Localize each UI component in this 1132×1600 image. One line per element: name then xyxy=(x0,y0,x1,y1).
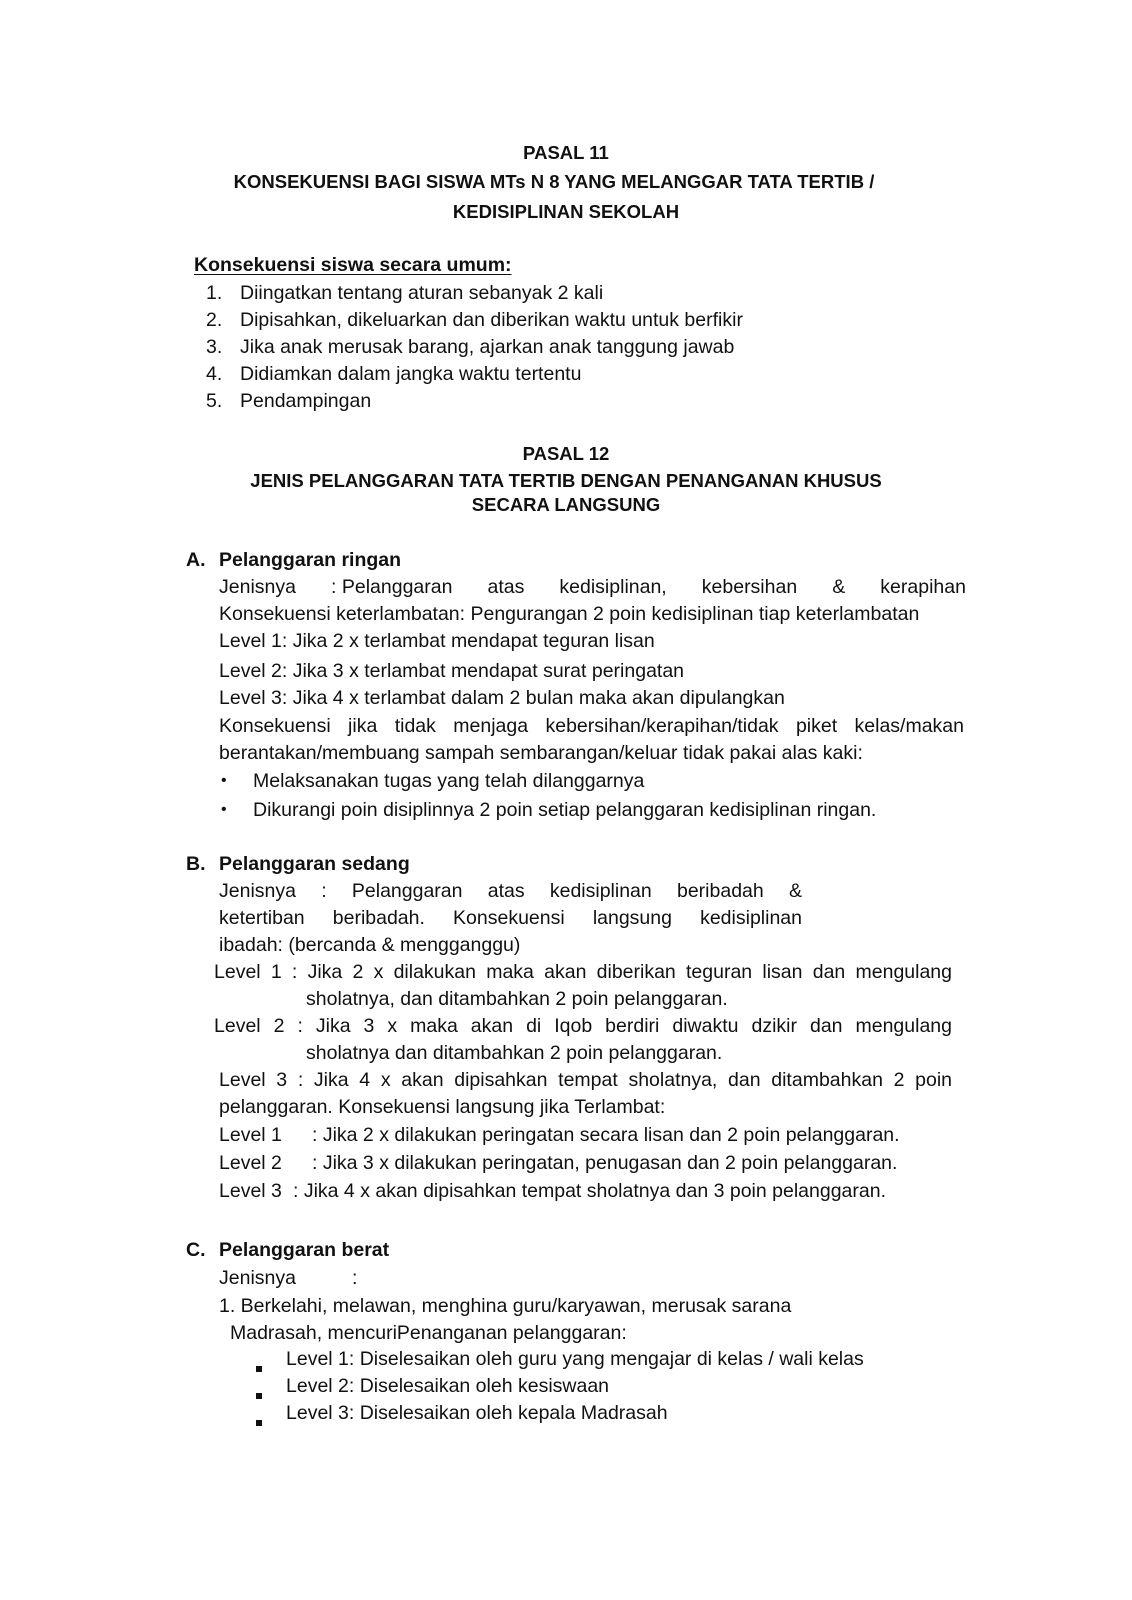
prayer-level-1-line1 xyxy=(214,963,952,983)
pasal-11-number: PASAL 11 xyxy=(523,142,609,163)
list-item: Dipisahkan, dikeluarkan dan diberikan waktu untuk berfikir xyxy=(240,309,743,331)
jenis-word: & xyxy=(832,576,846,598)
section-heading: Pelanggaran berat xyxy=(219,1239,390,1261)
section-heading: Pelanggaran ringan xyxy=(219,549,402,571)
late-level-text: : Jika 2 x dilakukan peringatan secara lisan dan 2 poin pelanggaran. xyxy=(312,1124,900,1146)
late-level-text: : Jika 4 x akan dipisahkan tempat sholatnya dan 3 poin pelanggaran. xyxy=(293,1180,886,1202)
pasal-11-title-line1: KONSEKUENSI BAGI SISWA MTs N 8 YANG MELANGGAR TATA TERTIB / xyxy=(233,171,875,192)
late-level-1: Level 1: Jika 2 x terlambat mendapat teguran lisan xyxy=(219,630,655,652)
pasal-11-title-line2: KEDISIPLINAN SEKOLAH xyxy=(452,201,680,222)
late-level-label: Level 3 xyxy=(219,1180,282,1202)
prayer-level-1-line2: sholatnya, dan ditambahkan 2 poin pelanggaran. xyxy=(306,988,728,1010)
severe-item-1-line1: 1. Berkelahi, melawan, menghina guru/karyawan, merusak sarana xyxy=(219,1295,792,1317)
jenis-word: kedisiplinan, xyxy=(559,576,667,598)
list-item-number: 2. xyxy=(206,309,223,331)
jenis-word: atas xyxy=(487,576,525,598)
prayer-level-3-line2: pelanggaran. Konsekuensi langsung jika Terlambat: xyxy=(219,1096,666,1118)
section-letter: A. xyxy=(186,549,206,571)
handling-item: Level 3: Diselesaikan oleh kepala Madrasah xyxy=(286,1402,668,1424)
late-consequence: Konsekuensi keterlambatan: Pengurangan 2 poin kedisiplinan tiap keterlambatan xyxy=(219,603,920,625)
section-letter: B. xyxy=(186,853,206,875)
late-level-text: : Jika 3 x dilakukan peringatan, penugasan dan 2 poin pelanggaran. xyxy=(312,1152,898,1174)
section-b-jenis-line3: ibadah: (bercanda & mengganggu) xyxy=(219,934,521,956)
square-bullet-icon xyxy=(256,1357,262,1377)
list-item-number: 4. xyxy=(206,363,223,385)
list-item-number: 1. xyxy=(206,282,223,304)
cleanliness-consequence-line2: berantakan/membuang sampah sembarangan/keluar tidak pakai alas kaki: xyxy=(219,742,863,764)
late-level-3: Level 3: Jika 4 x terlambat dalam 2 bulan maka akan dipulangkan xyxy=(219,687,785,709)
pasal-12-title-line2: SECARA LANGSUNG xyxy=(471,494,661,515)
general-consequences-heading: Konsekuensi siswa secara umum: xyxy=(194,254,512,276)
level-text: Level 2 : Jika 3 x maka akan di Iqob berdiri diwaktu dzikir dan mengulang xyxy=(214,1015,952,1037)
bullet-item: Dikurangi poin disiplinnya 2 poin setiap pelanggaran kedisiplinan ringan. xyxy=(253,799,877,821)
late-level-label: Level 1 xyxy=(219,1124,282,1146)
level-text: Level 3 : Jika 4 x akan dipisahkan tempat sholatnya, dan ditambahkan 2 poin xyxy=(219,1069,952,1091)
pasal-12-title-line1: JENIS PELANGGARAN TATA TERTIB DENGAN PENANGANAN KHUSUS xyxy=(250,470,882,491)
section-b-jenis-line1 xyxy=(219,882,802,902)
severe-item-1-line2: Madrasah, mencuriPenanganan pelanggaran: xyxy=(230,1322,627,1344)
jenis-word: kerapihan xyxy=(880,576,966,598)
list-item-number: 5. xyxy=(206,390,223,412)
list-item-number: 3. xyxy=(206,336,223,358)
jenis-text: Jenisnya : Pelanggaran atas kedisiplinan beribadah & xyxy=(219,880,802,902)
jenis-label: Jenisnya xyxy=(219,576,296,598)
bullet-item: Melaksanakan tugas yang telah dilanggarnya xyxy=(253,770,645,792)
section-b-jenis-line2 xyxy=(219,909,802,929)
section-letter: C. xyxy=(186,1239,206,1261)
cleanliness-consequence-line1 xyxy=(219,717,964,737)
handling-item: Level 1: Diselesaikan oleh guru yang mengajar di kelas / wali kelas xyxy=(286,1348,864,1370)
late-level-label: Level 2 xyxy=(219,1152,282,1174)
late-level-2: Level 2: Jika 3 x terlambat mendapat surat peringatan xyxy=(219,660,685,682)
bullet-icon: • xyxy=(221,801,227,818)
jenis-word: kebersihan xyxy=(701,576,798,598)
bullet-icon: • xyxy=(221,772,227,789)
prayer-level-3-line1 xyxy=(219,1071,952,1091)
list-item: Jika anak merusak barang, ajarkan anak tanggung jawab xyxy=(240,336,735,358)
jenis-colon: : xyxy=(352,1267,358,1289)
list-item: Didiamkan dalam jangka waktu tertentu xyxy=(240,363,582,385)
jenis-word: : Pelanggaran xyxy=(331,576,453,598)
square-bullet-icon xyxy=(256,1384,262,1404)
section-heading: Pelanggaran sedang xyxy=(219,853,410,875)
list-item: Pendampingan xyxy=(240,390,372,412)
list-item: Diingatkan tentang aturan sebanyak 2 kali xyxy=(240,282,604,304)
prayer-level-2-line1 xyxy=(214,1017,952,1037)
jenis-text: ketertiban beribadah. Konsekuensi langsung kedisiplinan xyxy=(219,907,802,929)
cleanliness-text: Konsekuensi jika tidak menjaga kebersihan/kerapihan/tidak piket kelas/makan xyxy=(219,715,964,737)
level-text: Level 1 : Jika 2 x dilakukan maka akan diberikan teguran lisan dan mengulang xyxy=(214,961,952,983)
handling-item: Level 2: Diselesaikan oleh kesiswaan xyxy=(286,1375,610,1397)
jenis-label: Jenisnya xyxy=(219,1267,296,1289)
pasal-12-number: PASAL 12 xyxy=(522,443,610,464)
section-a-jenis-line xyxy=(219,578,966,598)
square-bullet-icon xyxy=(256,1411,262,1431)
prayer-level-2-line2: sholatnya dan ditambahkan 2 poin pelanggaran. xyxy=(306,1042,723,1064)
